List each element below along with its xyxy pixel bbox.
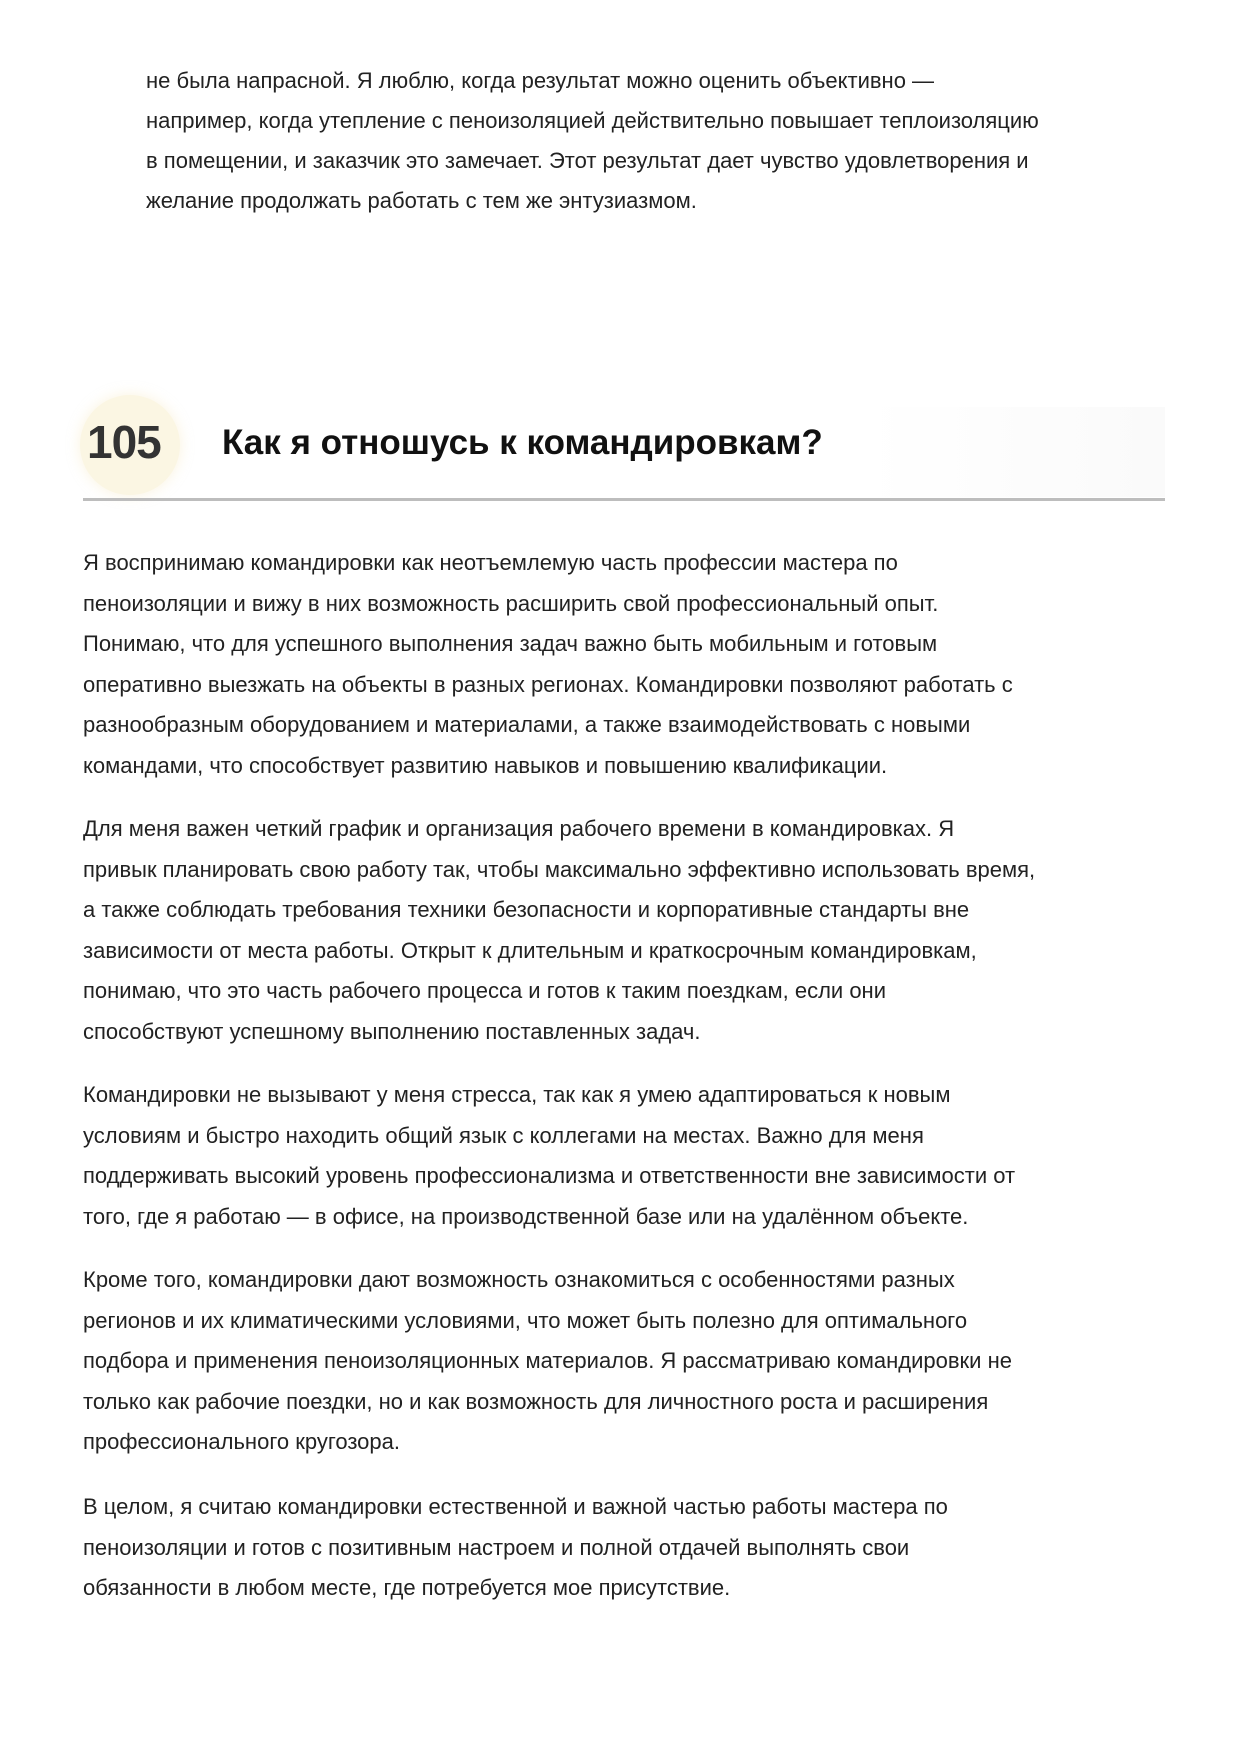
text-line: условиям и быстро находить общий язык с коллегами на местах. Важно для меня (83, 1122, 924, 1148)
intro-paragraph (146, 61, 1039, 221)
text-line: не была напрасной. Я люблю, когда результат можно оценить объективно — (146, 68, 935, 93)
text-line: поддерживать высокий уровень профессионализма и ответственности вне зависимости от (83, 1163, 1016, 1188)
text-line: в помещении, и заказчик это замечает. Этот результат дает чувство удовлетворения и (146, 148, 1029, 173)
section-number: 105 (87, 416, 161, 468)
paragraph-4 (83, 1260, 1012, 1463)
text-line: Командировки не вызывают у меня стресса, так как я умею адаптироваться к новым (83, 1082, 951, 1107)
text-line: пеноизоляции и вижу в них возможность расширить свой профессиональный опыт. (83, 590, 939, 616)
text-line: понимаю, что это часть рабочего процесса и готов к таким поездкам, если они (83, 978, 886, 1003)
text-line: подбора и применения пеноизоляционных материалов. Я рассматриваю командировки не (83, 1348, 1012, 1373)
text-line: пеноизоляции и готов с позитивным настроем и полной отдачей выполнять свои (83, 1534, 910, 1560)
text-line: того, где я работаю — в офисе, на производственной базе или на удалённом объекте. (83, 1203, 969, 1229)
text-line: Понимаю, что для успешного выполнения задач важно быть мобильным и готовым (83, 631, 938, 656)
text-line: желание продолжать работать с тем же энтузиазмом. (146, 188, 697, 213)
text-line: например, когда утепление с пеноизоляцией действительно повышает теплоизоляцию (146, 108, 1039, 133)
header-background (865, 407, 1165, 497)
text-line: регионов и их климатическими условиями, что может быть полезно для оптимального (83, 1307, 968, 1333)
text-line: способствуют успешному выполнению поставленных задач. (83, 1018, 701, 1044)
header-divider (83, 498, 1165, 501)
text-line: командами, что способствует развитию навыков и повышению квалификации. (83, 752, 888, 778)
paragraph-5 (83, 1487, 948, 1609)
text-line: обязанности в любом месте, где потребуется мое присутствие. (83, 1575, 731, 1600)
text-line: Кроме того, командировки дают возможность ознакомиться с особенностями разных (83, 1267, 955, 1292)
paragraph-3 (83, 1075, 1015, 1237)
text-line: Для меня важен четкий график и организация рабочего времени в командировках. Я (83, 816, 955, 841)
text-line: привык планировать свою работу так, чтобы максимально эффективно использовать время, (83, 856, 1036, 882)
text-line: зависимости от места работы. Открыт к длительным и краткосрочным командировкам, (83, 937, 977, 963)
section-header (83, 395, 1165, 500)
text-line: профессионального кругозора. (83, 1429, 401, 1454)
text-line: Я воспринимаю командировки как неотъемлемую часть профессии мастера по (83, 550, 898, 575)
section-title: Как я отношусь к командировкам? (222, 423, 823, 462)
paragraph-2 (83, 809, 1035, 1052)
text-line: разнообразным оборудованием и материалами, а также взаимодействовать с новыми (83, 712, 971, 737)
text-line: а также соблюдать требования техники безопасности и корпоративные стандарты вне (83, 897, 970, 922)
text-line: В целом, я считаю командировки естественной и важной частью работы мастера по (83, 1494, 948, 1519)
text-line: только как рабочие поездки, но и как возможность для личностного роста и расширения (83, 1388, 989, 1414)
paragraph-1 (83, 543, 1013, 786)
text-line: оперативно выезжать на объекты в разных регионах. Командировки позволяют работать с (83, 671, 1013, 697)
